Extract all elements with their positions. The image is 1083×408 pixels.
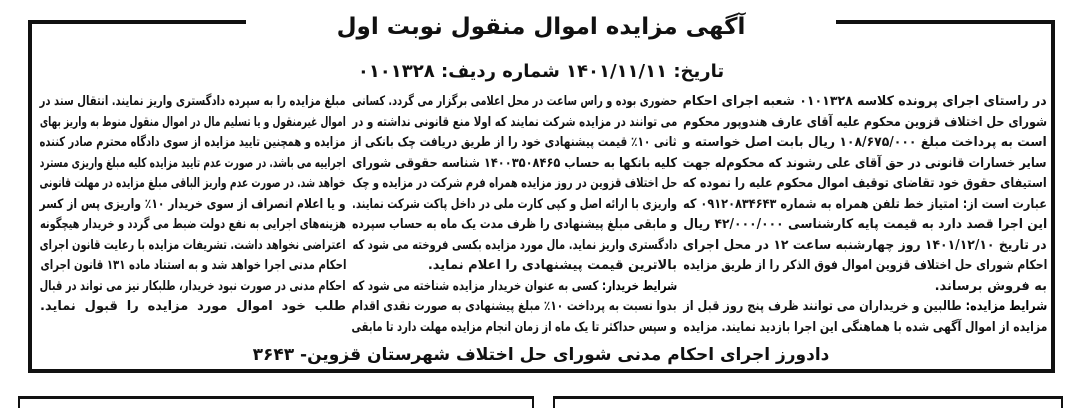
column-left (40, 92, 346, 318)
line-text: هزینه‌های اجرایی به نفع دولت ضبط می گردد و خریدار هیچگونه (40, 217, 346, 232)
text-line (352, 174, 677, 195)
text-line (352, 113, 677, 134)
line-text: در تاریخ ۱۴۰۱/۱۲/۱۰ روز چهارشنبه ساعت ۱۲ در محل اجرای (683, 237, 1047, 253)
text-line (683, 215, 1047, 236)
line-text: احکام مدنی اجرا خواهد شد و به استناد ماده ۱۳۱ قانون اجرای (40, 258, 347, 273)
text-line (683, 92, 1047, 113)
line-text: احکام مدنی در صورت نبود خریدار، طلبکار نیز می تواند در قبال (40, 278, 346, 294)
line-text: طالبین و خریداران می توانند ظرف پنج روز قبل از (683, 299, 966, 314)
line-text: سایر خسارات قانونی در حق آقای علی رشوند که محکوم‌له جهت (683, 155, 1047, 171)
line-text: کلیه بانکها به حساب ۱۴۰۰۳۵۰۸۴۶۵ شناسه حقوقی شورای (352, 155, 677, 171)
line-text: ثانی ۱۰٪ قیمت پیشنهادی خود را از طریق دریافت چک بانکی از (352, 135, 677, 150)
line-text: احکام شورای حل اختلاف قزوین اموال فوق الذکر را از طریق مزایده (683, 258, 1047, 273)
text-line (352, 133, 677, 154)
line-text: و سپس حداکثر تا یک ماه از زمان انجام مزایده مهلت دارد تا مابقی (352, 319, 677, 335)
text-line-content (40, 92, 346, 113)
line-text: می توانند در مزایده شرکت نمایند که اولا منع قانونی نداشته و در (352, 114, 677, 130)
text-line-content (352, 133, 677, 154)
text-line-content (352, 318, 677, 339)
text-line (683, 195, 1047, 216)
text-line-content (40, 174, 346, 195)
text-line (683, 277, 1047, 298)
frame-top-right-rule (836, 20, 1055, 24)
frame-bottom-rule (28, 369, 1055, 373)
text-line (40, 236, 346, 257)
text-line (40, 92, 346, 113)
text-line-content (683, 215, 1047, 236)
section-heading: شرایط خریدار: (601, 278, 677, 294)
line-text: حل اختلاف قزوین در روز مزایده همراه فرم شرکت در مزایده و چک (352, 176, 677, 191)
text-line-content (352, 174, 677, 195)
text-line (40, 277, 346, 298)
text-line-content (40, 133, 346, 154)
adjacent-ad-box-right (553, 396, 1063, 408)
adjacent-ad-box-left (18, 396, 534, 408)
notice-title: آگهی مزایده اموال منقول نوبت اول (336, 14, 746, 40)
section-heading: شرایط مزایده: (965, 299, 1047, 314)
line-text: اجراییه می باشد. در صورت عدم تایید مزایده کلیه مبلغ واریزی مسترد (40, 155, 346, 171)
line-text: این اجرا قصد دارد به قیمت پایه کارشناسی ۴۲/۰۰۰/۰۰۰ ریال (683, 217, 1047, 232)
text-line (40, 195, 346, 216)
text-line-content (352, 277, 677, 298)
line-text: شورای حل اختلاف قزوین محکوم علیه آقای عارف هندوپور محکوم (683, 114, 1047, 130)
text-line (40, 215, 346, 236)
text-line-content (683, 195, 1047, 216)
text-line-content (683, 113, 1047, 134)
text-line (352, 195, 677, 216)
text-line-content (352, 195, 677, 216)
text-line-content (40, 236, 346, 257)
line-text: بالاترین قیمت پیشنهادی را اعلام نماید. (427, 258, 677, 273)
text-line (683, 318, 1047, 339)
line-text: است به پرداخت مبلغ ۱۰۸/۶۷۵/۰۰۰ ریال بابت اصل خواسته و (683, 135, 1047, 150)
line-text: در راستای اجرای پرونده کلاسه ۰۱۰۱۳۲۸ شعبه اجرای احکام (683, 94, 1047, 109)
line-text: مبلغ مزایده را به سپرده دادگستری واریز نمایند. انتقال سند در (40, 94, 346, 109)
line-text: واریزی با ارائه اصل و کپی کارت ملی در داخل پاکت شرکت نمایند. (352, 196, 677, 212)
line-text: کسی به عنوان خریدار مزایده شناخته می شود که (352, 278, 602, 294)
text-line-content (683, 236, 1047, 257)
text-line (352, 256, 677, 277)
conditions-line (352, 277, 677, 298)
text-line (352, 154, 677, 175)
line-text: اعتراضی نخواهد داشت. تشریفات مزایده با رعایت قانون اجرای (40, 237, 346, 253)
notice-date-line: تاریخ: ۱۴۰۱/۱۱/۱۱ شماره ردیف: ۰۱۰۱۳۲۸ (357, 61, 725, 82)
text-line-content (352, 92, 677, 113)
line-text: و مابقی مبلغ پیشنهادی را ظرف مدت یک ماه به حساب سپرده (352, 217, 677, 232)
text-line (40, 133, 346, 154)
text-line (40, 297, 346, 318)
line-text: حضوری بوده و راس ساعت در محل اعلامی برگزار می گردد. کسانی (352, 94, 677, 109)
line-text: خواهد شد. در صورت عدم واریز الباقی مبلغ مزایده در مهلت قانونی (40, 176, 346, 191)
text-line-content (935, 279, 1047, 294)
text-line (683, 113, 1047, 134)
text-line-content (40, 195, 346, 216)
line-text: طلب خود اموال مورد مزایده را قبول نماید. (40, 299, 346, 314)
line-text: دادگستری واریز نماید. مال مورد مزایده بکسی فروخته می شود که (352, 237, 677, 253)
text-line (40, 154, 346, 175)
text-line-content (428, 258, 677, 273)
text-line (352, 297, 677, 318)
line-text: و یا اعلام انصراف از سوی خریدار ۱۰٪ واریزی پس از کسر (40, 196, 346, 212)
text-line-content (352, 297, 677, 318)
text-line-content (40, 256, 346, 277)
text-line-content (683, 92, 1047, 113)
text-line (352, 318, 677, 339)
text-line-content (683, 256, 1047, 277)
line-text: به فروش برساند. (934, 278, 1047, 294)
text-line (352, 92, 677, 113)
notice-signature: دادورز اجرای احکام مدنی شورای حل اختلاف شهرستان قزوین- ۳۶۴۳ (252, 345, 830, 365)
text-line (352, 215, 677, 236)
text-line-content (40, 113, 346, 134)
frame-top-left-rule (28, 20, 246, 24)
text-line (40, 113, 346, 134)
line-text: مزایده و همچنین تایید مزایده از سوی دادگاه محترم صادر کننده (40, 135, 346, 150)
text-line (683, 154, 1047, 175)
text-line-content (683, 133, 1047, 154)
text-line-content (352, 215, 677, 236)
text-line (40, 256, 346, 277)
text-line-content (683, 154, 1047, 175)
text-line-content (683, 174, 1047, 195)
text-line-content (352, 236, 677, 257)
column-middle (352, 92, 677, 338)
text-line (40, 174, 346, 195)
line-text: بدوا نسبت به پرداخت ۱۰٪ مبلغ پیشنهادی به صورت نقدی اقدام (352, 299, 677, 314)
text-line (352, 236, 677, 257)
text-line (683, 256, 1047, 277)
conditions-line (683, 297, 1047, 318)
text-line (683, 133, 1047, 154)
text-line (683, 236, 1047, 257)
text-line-content (40, 277, 346, 298)
line-text: مزایده از اموال آگهی شده با هماهنگی این اجرا بازدید نمایند. مزایده (683, 319, 1047, 335)
line-text: اموال غیرمنقول و یا تسلیم مال در اموال منقول منوط به واریز بهای (40, 114, 346, 130)
text-line-content (40, 299, 346, 314)
text-line (683, 174, 1047, 195)
text-line-content (683, 297, 1047, 318)
line-text: استیفای حقوق خود تقاضای توقیف اموال محکوم علیه را نموده که (683, 176, 1047, 191)
text-line-content (40, 154, 346, 175)
column-right (683, 92, 1047, 338)
frame-right-rule (1051, 20, 1055, 373)
text-line-content (40, 215, 346, 236)
text-line-content (352, 113, 677, 134)
text-line-content (352, 154, 677, 175)
text-line-content (683, 318, 1047, 339)
line-text: عبارت است از: امتیاز خط تلفن همراه به شماره ۰۹۱۲۰۸۳۴۶۴۳ که (683, 196, 1047, 212)
